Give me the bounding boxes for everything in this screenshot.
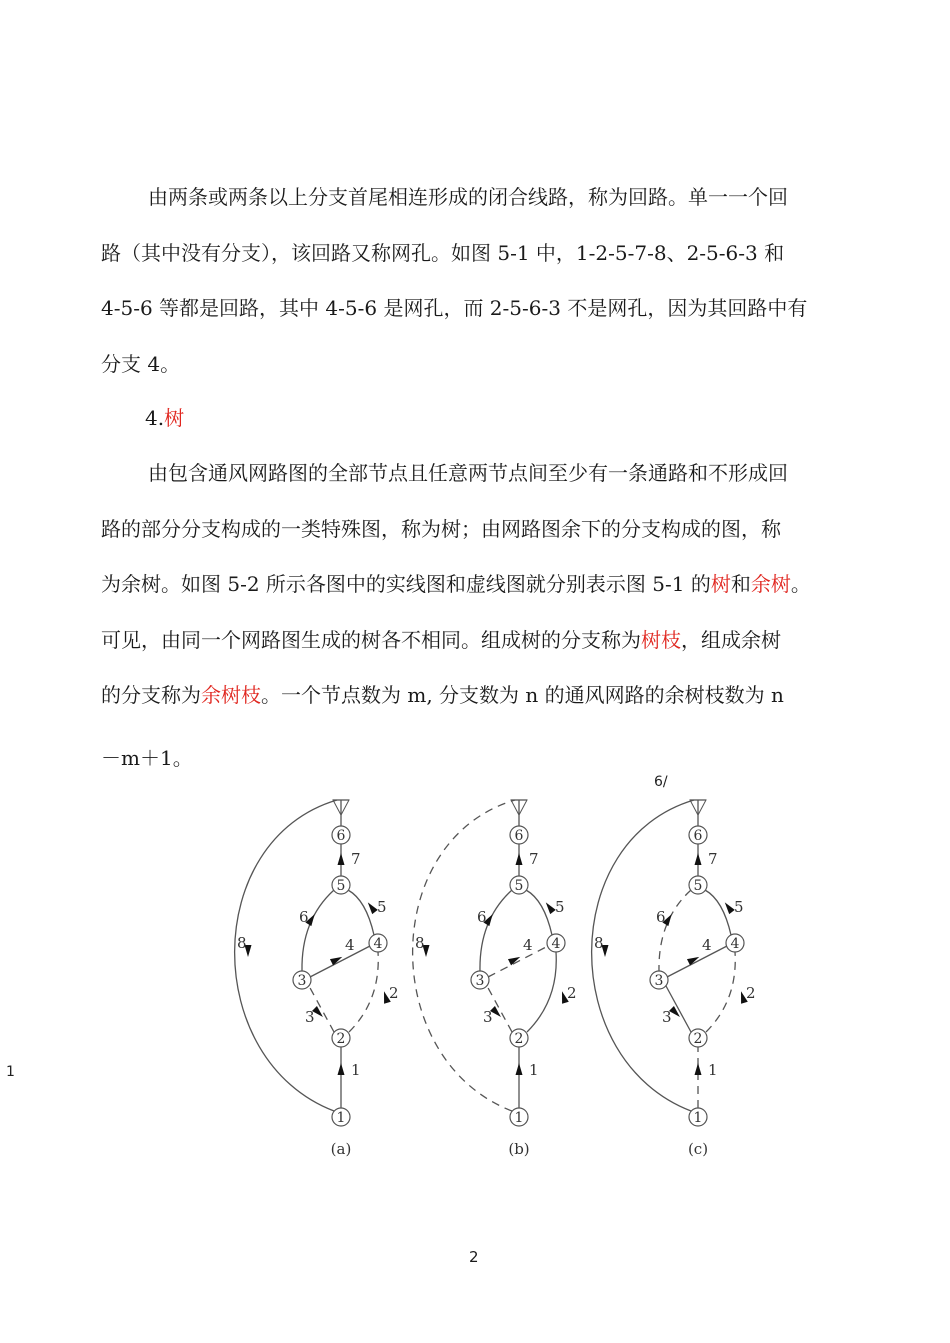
section-heading [145, 398, 184, 438]
text-line: 路（其中没有分支），该回路又称网孔。如图 5-1 中，1-2-5-7-8、2-5-6-3 和 [101, 240, 785, 265]
text-line: 由包含通风网路图的全部节点且任意两节点间至少有一条通路和不形成回 [148, 461, 788, 485]
text-line [101, 668, 861, 724]
term-tree: 树 [710, 572, 731, 596]
formula-line: －m＋1。 [101, 746, 193, 770]
text-span: 。一个节点数为 m, 分支数为 n 的通风网路的余树枝数为 n [261, 683, 784, 707]
text-span: 可见，由同一个网路图生成的树各不相同。组成树的分支称为 [101, 627, 641, 652]
node-label: 4 [551, 936, 561, 952]
node-label: 5 [693, 878, 703, 894]
branch-label: 1 [708, 1061, 718, 1079]
branch-8 [235, 800, 337, 1111]
branch-label: 4 [523, 936, 533, 954]
branch-label: 5 [555, 898, 565, 916]
text-line: 路的部分分支构成的一类特殊图，称为树；由网路图余下的分支构成的图，称 [101, 516, 781, 541]
branch-label: 6 [299, 908, 309, 926]
branch-label: 5 [734, 898, 744, 916]
node-label: 5 [336, 878, 346, 894]
text-line [101, 613, 861, 669]
branch-2 [349, 952, 378, 1032]
term-tree-branch: 树枝 [641, 627, 681, 652]
branch-label: 6 [477, 908, 487, 926]
term-cotree: 余树 [750, 572, 791, 596]
text-line [101, 557, 861, 613]
flow-arrow [695, 853, 702, 865]
section-number: 4. [145, 406, 165, 430]
branch-label: 7 [351, 850, 361, 868]
node-label: 4 [730, 936, 740, 952]
flow-arrow [338, 853, 345, 865]
node-label: 3 [654, 973, 664, 989]
branch-label: 6 [656, 908, 666, 926]
diagram-caption: (c) [687, 1140, 709, 1158]
section-title: 树 [164, 406, 185, 430]
branch-8 [413, 800, 515, 1111]
branch-label: 7 [529, 850, 539, 868]
node-label: 6 [514, 828, 524, 844]
text-span: 和 [730, 572, 751, 596]
branch-4 [310, 946, 370, 977]
stray-mark: 1 [6, 1064, 15, 1080]
branch-6 [659, 890, 691, 971]
branch-2 [706, 952, 735, 1032]
text-line: 由两条或两条以上分支首尾相连形成的闭合线路，称为回路。单一一个回 [148, 185, 788, 209]
branch-label: 3 [483, 1008, 493, 1026]
flow-arrow [516, 853, 523, 865]
node-label: 1 [336, 1110, 346, 1126]
branch-label: 5 [377, 898, 387, 916]
node-label: 3 [297, 973, 307, 989]
node-label: 2 [336, 1031, 346, 1047]
diagram-caption: (a) [330, 1140, 352, 1158]
branch-label: 3 [305, 1008, 315, 1026]
branch-label: 2 [746, 984, 756, 1002]
node-label: 6 [693, 828, 703, 844]
flow-arrow [695, 1063, 702, 1075]
branch-6 [480, 890, 512, 971]
text-span: 为余树。如图 5-2 所示各图中的实线图和虚线图就分别表示图 5-1 的 [101, 572, 711, 596]
diagram-a [235, 800, 399, 1158]
term-cotree-branch: 余树枝 [201, 683, 261, 707]
node-label: 6 [336, 828, 346, 844]
branch-label: 1 [351, 1061, 361, 1079]
page-number: 2 [469, 1248, 479, 1266]
branch-label: 4 [702, 936, 712, 954]
stray-mark: 6/ [654, 774, 668, 790]
network-figure [0, 770, 950, 1170]
branch-5 [526, 890, 552, 935]
text-span: ，组成余树 [681, 627, 781, 652]
branch-label: 7 [708, 850, 718, 868]
branch-2 [527, 952, 556, 1032]
diagram-b [413, 800, 577, 1158]
branch-4 [667, 946, 727, 977]
diagram-caption: (b) [508, 1140, 530, 1158]
branch-5 [348, 890, 374, 935]
paragraph-loop-definition [101, 170, 861, 392]
node-label: 3 [475, 973, 485, 989]
node-label: 2 [693, 1031, 703, 1047]
node-label: 5 [514, 878, 524, 894]
flow-arrow [338, 1063, 345, 1075]
branch-label: 2 [389, 984, 399, 1002]
node-label: 1 [693, 1110, 703, 1126]
branch-label: 1 [529, 1061, 539, 1079]
text-line: 分支 4。 [101, 351, 181, 376]
branch-label: 3 [662, 1008, 672, 1026]
branch-6 [302, 890, 334, 971]
branch-label: 2 [567, 984, 577, 1002]
text-span: 的分支称为 [101, 683, 201, 707]
flow-arrow [516, 1063, 523, 1075]
node-label: 4 [373, 936, 383, 952]
text-span: 。 [790, 572, 811, 596]
branch-5 [705, 890, 731, 935]
text-line: 4-5-6 等都是回路，其中 4-5-6 是网孔，而 2-5-6-3 不是网孔，因为其回路中有 [101, 296, 808, 320]
paragraph-tree-definition [101, 446, 861, 724]
branch-label: 4 [345, 936, 355, 954]
branch-label: 8 [415, 934, 425, 952]
branch-label: 8 [237, 934, 247, 952]
branch-8 [592, 800, 694, 1111]
node-label: 2 [514, 1031, 524, 1047]
branch-4 [488, 946, 548, 977]
branch-label: 8 [594, 934, 604, 952]
node-label: 1 [514, 1110, 524, 1126]
diagram-c [592, 800, 756, 1158]
